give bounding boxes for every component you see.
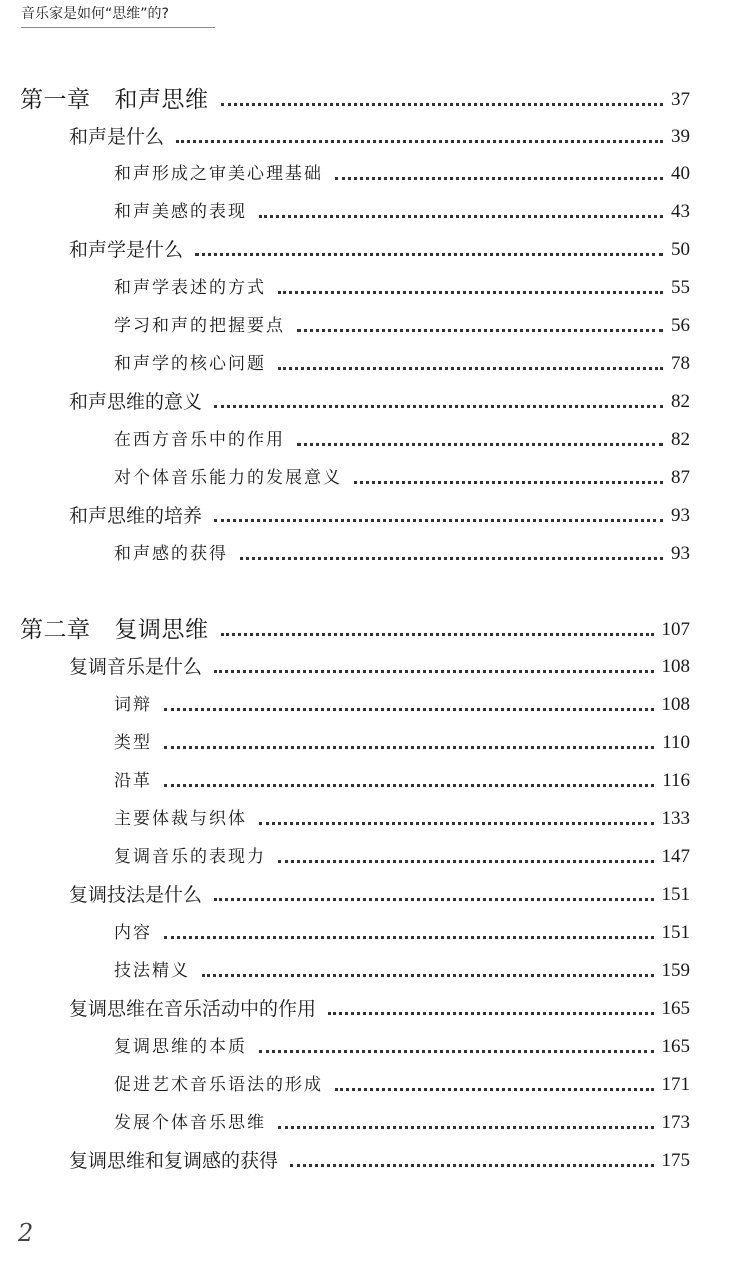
toc-entry-title: 和声思维的意义 xyxy=(69,391,203,413)
page-number: 2 xyxy=(18,1219,34,1247)
dot-leader xyxy=(259,1050,654,1053)
toc-entry-title: 和声学表述的方式 xyxy=(114,278,266,298)
toc-page-number: 175 xyxy=(661,1150,690,1171)
toc-entry-title: 技法精义 xyxy=(114,961,190,981)
toc-page-number: 173 xyxy=(661,1112,690,1133)
toc-entry-title: 词辩 xyxy=(114,695,152,715)
dot-leader xyxy=(297,329,663,332)
dot-leader xyxy=(214,405,663,408)
dot-leader xyxy=(164,784,654,787)
toc-entry-title: 对个体音乐能力的发展意义 xyxy=(114,468,342,488)
toc-page-number: 50 xyxy=(671,239,690,260)
dot-leader xyxy=(278,1126,654,1129)
toc-entry-title: 沿革 xyxy=(114,771,152,791)
toc-page-number: 93 xyxy=(671,505,690,526)
chapter-title: 和声思维 xyxy=(114,87,209,113)
dot-leader xyxy=(259,822,654,825)
toc-entry-title: 类型 xyxy=(114,733,152,753)
toc-subsection xyxy=(0,462,690,492)
dot-leader xyxy=(278,367,663,370)
toc-entry-title: 复调音乐的表现力 xyxy=(114,847,266,867)
toc-page-number: 37 xyxy=(671,89,690,110)
toc-entry-title: 复调技法是什么 xyxy=(69,884,203,906)
toc-section xyxy=(0,993,690,1023)
toc-entry-title: 和声学的核心问题 xyxy=(114,354,266,374)
toc-page-number: 159 xyxy=(661,960,690,981)
toc-page-number: 151 xyxy=(661,922,690,943)
toc-subsection xyxy=(0,917,690,947)
toc-page-number: 108 xyxy=(661,656,690,677)
chapter-number: 第二章 xyxy=(20,617,91,643)
dot-leader xyxy=(354,481,663,484)
toc-section xyxy=(0,1145,690,1175)
dot-leader xyxy=(240,557,663,560)
toc-page-number: 40 xyxy=(671,163,690,184)
toc-entry-title: 发展个体音乐思维 xyxy=(114,1113,266,1133)
toc-entry-title: 复调思维的本质 xyxy=(114,1037,247,1057)
toc-entry-title xyxy=(20,616,209,644)
toc-page-number: 55 xyxy=(671,277,690,298)
dot-leader xyxy=(278,291,663,294)
toc-page-number: 107 xyxy=(661,619,690,640)
toc-subsection xyxy=(0,1069,690,1099)
running-head: 音乐家是如何“思维”的? xyxy=(21,3,215,28)
chapter-number: 第一章 xyxy=(20,87,91,113)
toc-page-number: 151 xyxy=(661,884,690,905)
toc-subsection xyxy=(0,158,690,188)
toc-subsection xyxy=(0,272,690,302)
toc-section xyxy=(0,879,690,909)
dot-leader xyxy=(297,443,663,446)
toc-subsection xyxy=(0,348,690,378)
toc-page-number: 147 xyxy=(661,846,690,867)
toc-page-number: 133 xyxy=(661,808,690,829)
dot-leader xyxy=(278,860,654,863)
toc-subsection xyxy=(0,841,690,871)
toc-entry-title: 和声是什么 xyxy=(69,126,165,148)
toc-page-number: 78 xyxy=(671,353,690,374)
dot-leader xyxy=(164,708,654,711)
toc-page-number: 171 xyxy=(661,1074,690,1095)
toc-chapter xyxy=(0,84,690,114)
dot-leader xyxy=(335,177,663,180)
toc-entry-title: 复调思维和复调感的获得 xyxy=(69,1150,279,1172)
toc-entry-title: 内容 xyxy=(114,923,152,943)
dot-leader xyxy=(221,633,654,636)
toc-entry-title: 和声美感的表现 xyxy=(114,202,247,222)
toc-entry-title xyxy=(20,86,209,114)
toc-page-number: 110 xyxy=(662,732,690,753)
dot-leader xyxy=(335,1088,654,1091)
toc-section xyxy=(0,500,690,530)
toc-page-number: 165 xyxy=(661,1036,690,1057)
dot-leader xyxy=(202,974,654,977)
toc-page-number: 87 xyxy=(671,467,690,488)
toc-subsection xyxy=(0,538,690,568)
toc-entry-title: 在西方音乐中的作用 xyxy=(114,430,285,450)
toc-entry-title: 和声思维的培养 xyxy=(69,505,203,527)
toc-page-number: 165 xyxy=(661,998,690,1019)
toc-section xyxy=(0,386,690,416)
toc-entry-title: 复调音乐是什么 xyxy=(69,656,203,678)
toc-subsection xyxy=(0,196,690,226)
dot-leader xyxy=(259,215,663,218)
toc-subsection xyxy=(0,424,690,454)
toc-subsection xyxy=(0,955,690,985)
toc-section xyxy=(0,121,690,151)
toc-subsection xyxy=(0,1107,690,1137)
dot-leader xyxy=(221,103,664,106)
toc-subsection xyxy=(0,689,690,719)
toc-entry-title: 复调思维在音乐活动中的作用 xyxy=(69,998,317,1020)
toc-entry-title: 和声学是什么 xyxy=(69,239,184,261)
toc-subsection xyxy=(0,310,690,340)
toc-page-number: 56 xyxy=(671,315,690,336)
toc-page-number: 39 xyxy=(671,126,690,147)
toc-entry-title: 和声感的获得 xyxy=(114,544,228,564)
toc-page-number: 116 xyxy=(662,770,690,791)
dot-leader xyxy=(290,1164,653,1167)
toc-subsection xyxy=(0,1031,690,1061)
dot-leader xyxy=(164,746,654,749)
toc-page-number: 82 xyxy=(671,429,690,450)
toc-entry-title: 促进艺术音乐语法的形成 xyxy=(114,1075,323,1095)
toc-page-number: 108 xyxy=(661,694,690,715)
toc-page-number: 93 xyxy=(671,543,690,564)
dot-leader xyxy=(176,140,663,143)
toc-section xyxy=(0,651,690,681)
toc-chapter xyxy=(0,614,690,644)
dot-leader xyxy=(214,670,653,673)
chapter-title: 复调思维 xyxy=(114,617,209,643)
toc-subsection xyxy=(0,727,690,757)
dot-leader xyxy=(164,936,654,939)
toc-entry-title: 和声形成之审美心理基础 xyxy=(114,164,323,184)
toc-page-number: 82 xyxy=(671,391,690,412)
toc-page-number: 43 xyxy=(671,201,690,222)
dot-leader xyxy=(214,898,653,901)
toc-subsection xyxy=(0,765,690,795)
toc-entry-title: 主要体裁与织体 xyxy=(114,809,247,829)
dot-leader xyxy=(214,519,663,522)
toc-subsection xyxy=(0,803,690,833)
toc-section xyxy=(0,234,690,264)
dot-leader xyxy=(328,1012,653,1015)
toc-entry-title: 学习和声的把握要点 xyxy=(114,316,285,336)
dot-leader xyxy=(195,253,663,256)
